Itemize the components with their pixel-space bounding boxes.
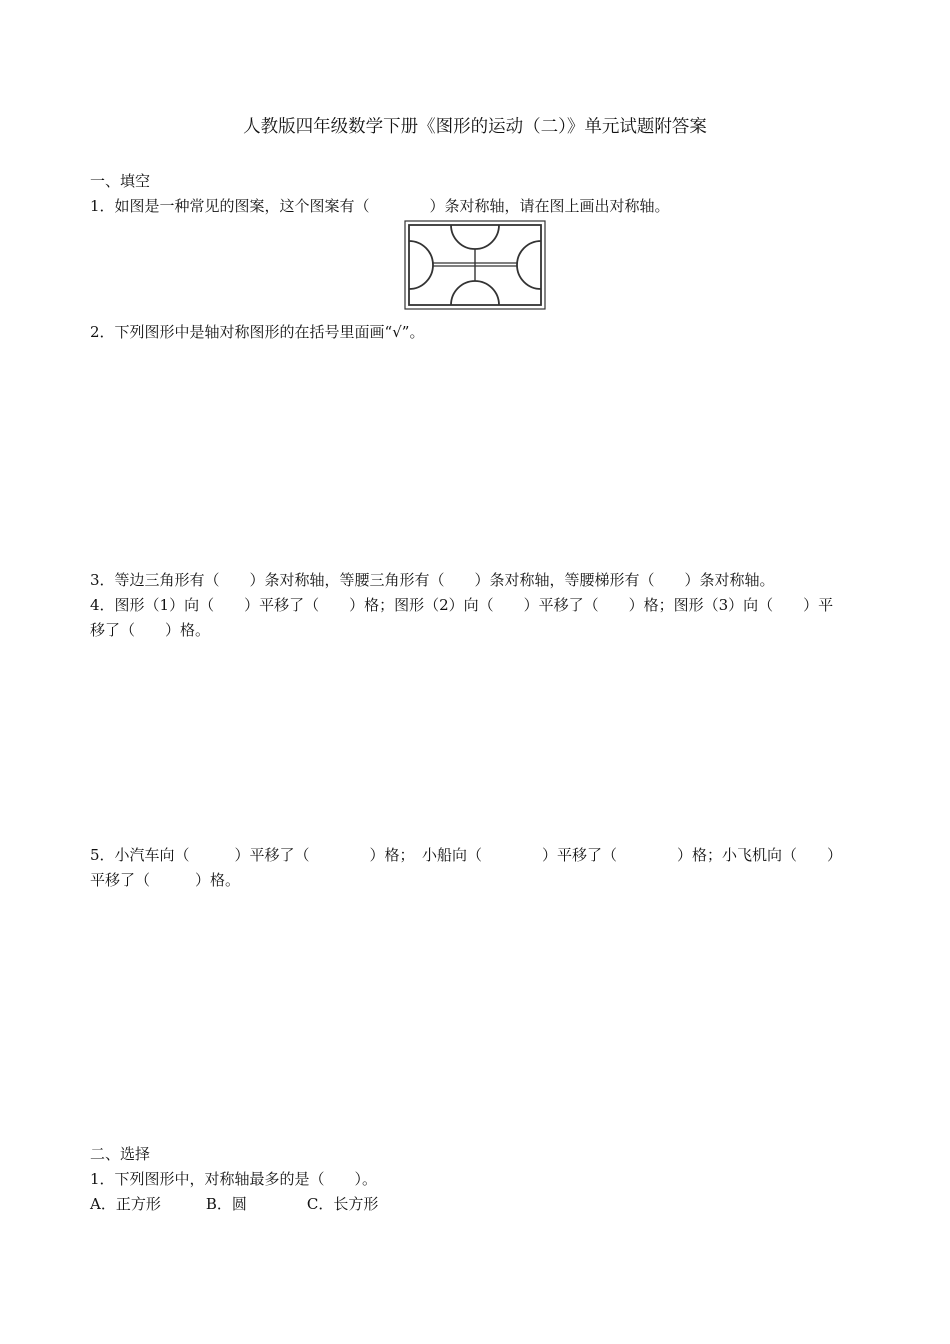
question-3: 3．等边三角形有（ ）条对称轴，等腰三角形有（ ）条对称轴，等腰梯形有（ ）条对称轴。 bbox=[90, 571, 775, 589]
question-2: 2．下列图形中是轴对称图形的在括号里面画“√”。 bbox=[90, 323, 425, 341]
question-4-line-1: 4．图形（1）向（ ）平移了（ ）格；图形（2）向（ ）平移了（ ）格；图形（3）向（ ）平 bbox=[90, 596, 834, 614]
section-heading-fill-blank: 一、填空 bbox=[90, 172, 151, 190]
page-title: 人教版四年级数学下册《图形的运动（二）》单元试题附答案 bbox=[243, 117, 707, 137]
question-5-line-2: 平移了（ ）格。 bbox=[90, 871, 241, 889]
question-5-line-1: 5．小汽车向（ ）平移了（ ）格； 小船向（ ）平移了（ ）格；小飞机向（ ） bbox=[90, 846, 843, 864]
choice-options: A．正方形 B．圆 C．长方形 bbox=[90, 1195, 379, 1213]
choice-question-1: 1．下列图形中，对称轴最多的是（ ）。 bbox=[90, 1170, 378, 1188]
question-1: 1．如图是一种常见的图案，这个图案有（ ）条对称轴，请在图上画出对称轴。 bbox=[90, 197, 670, 215]
question-4-line-2: 移了（ ）格。 bbox=[90, 621, 211, 639]
basketball-court-figure bbox=[404, 220, 546, 310]
section-heading-choice: 二、选择 bbox=[90, 1145, 151, 1163]
